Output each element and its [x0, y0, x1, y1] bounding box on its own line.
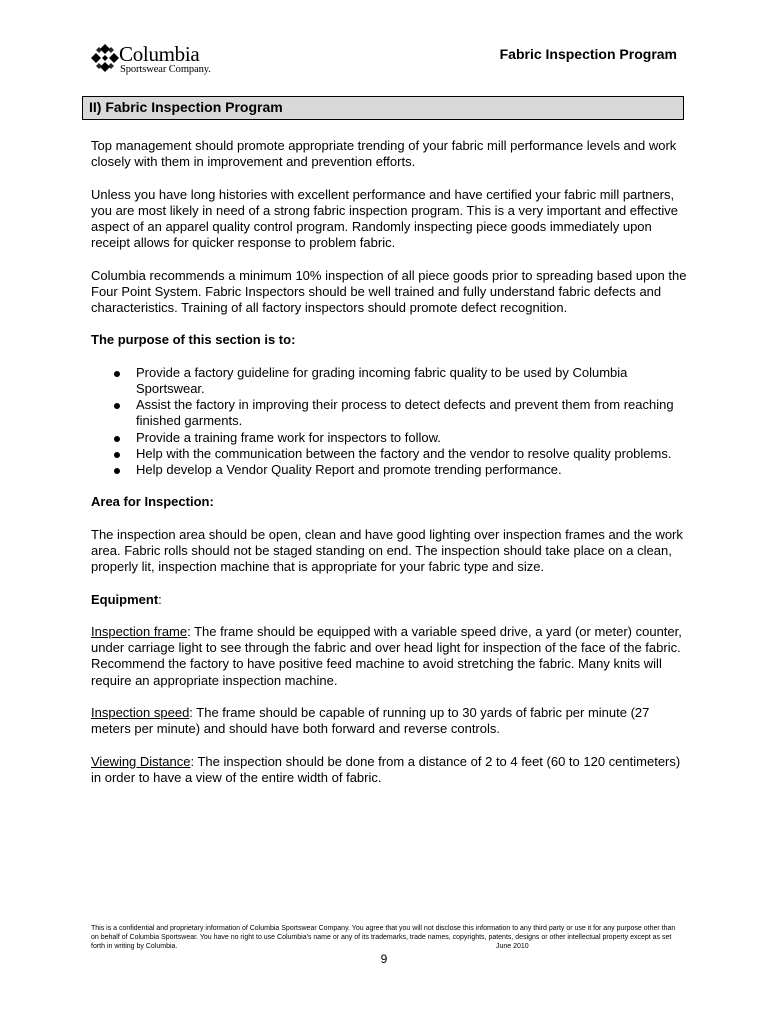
bullet-icon — [114, 468, 120, 474]
logo-wordmark: Columbia — [119, 42, 200, 66]
list-item: Provide a training frame work for inspectors to follow. — [91, 430, 691, 446]
list-item: Help develop a Vendor Quality Report and promote trending performance. — [91, 462, 691, 478]
equipment-heading: Equipment: — [91, 591, 162, 607]
purpose-list — [91, 365, 691, 478]
bullet-icon — [114, 452, 120, 458]
columbia-logo — [91, 43, 221, 79]
area-heading: Area for Inspection: — [91, 494, 214, 510]
area-paragraph: The inspection area should be open, clean and have good lighting over inspection frames and the work area. Fabric rolls should not be staged standing on end. The inspection should take place on a clean, properly lit, inspection machine that is appropriate for your fabric type and size. — [91, 526, 683, 575]
inspection-speed-label: Inspection speed — [91, 704, 190, 720]
inspection-speed-paragraph: Inspection speed: The frame should be capable of running up to 30 yards of fabric per minute (27 meters per minute) and should have both forward and reverse controls. — [91, 704, 650, 737]
document-title: Fabric Inspection Program — [499, 46, 677, 62]
document-body — [91, 138, 691, 802]
list-item: Provide a factory guideline for grading incoming fabric quality to be used by Columbia Sportswear. — [91, 365, 691, 397]
bullet-icon — [114, 436, 120, 442]
page-number: 9 — [380, 952, 388, 966]
diamond-logo-icon — [91, 43, 119, 73]
viewing-distance-label: Viewing Distance — [91, 753, 191, 769]
bullet-icon — [114, 371, 120, 377]
paragraph-recommendation: Columbia recommends a minimum 10% inspection of all piece goods prior to spreading based upon the Four Point System. Fabric Inspectors should be well trained and fully understand fabric defects and characteristics. Training of all factory inspectors should promote defect recognition. — [91, 267, 687, 315]
viewing-distance-paragraph: Viewing Distance: The inspection should be done from a distance of 2 to 4 feet (60 to 120 centimeters) in order to have a view of the entire width of fabric. — [91, 753, 681, 785]
section-title-bar — [82, 96, 684, 120]
list-item: Help with the communication between the factory and the vendor to resolve quality problems. — [91, 446, 691, 462]
footer-date: June 2010 — [496, 943, 529, 950]
paragraph-management: Top management should promote appropriate trending of your fabric mill performance levels and work closely with them in improvement and prevention efforts. — [91, 138, 677, 170]
footer — [91, 924, 681, 951]
logo-subtitle: Sportswear Company. — [120, 64, 211, 75]
inspection-frame-label: Inspection frame — [91, 623, 188, 639]
list-item: Assist the factory in improving their process to detect defects and prevent them from reaching finished garments. — [91, 397, 691, 429]
inspection-frame-paragraph: Inspection frame: The frame should be equipped with a variable speed drive, a yard (or meter) counter, under carriage light to see through the fabric and over head light for inspection of the face of the fabric. Recommend the factory to have positive feed machine to avoid stretching the fabric. Many knits will require an appropriate inspection machine. — [91, 623, 682, 688]
confidentiality-notice: This is a confidential and proprietary information of Columbia Sportswear Company. You agree that you will not disclose this information to any third party or use it for any purpose other than on behalf of Columbia Sportswear. You have no right to use Columbia's name or any of its trademarks, trade names, copyrights, patents, designs or other intellectual property except as set forth in writing by Columbia. — [91, 925, 676, 950]
paragraph-history: Unless you have long histories with excellent performance and have certified your fabric mill partners, you are most likely in need of a strong fabric inspection program. This is a very important and effective aspect of an apparel quality control program. Randomly inspecting piece goods immediately upon receipt allows for quicker response to problem fabric. — [91, 186, 678, 251]
purpose-heading: The purpose of this section is to: — [91, 332, 296, 348]
bullet-icon — [114, 403, 120, 409]
section-title: II) Fabric Inspection Program — [89, 99, 283, 115]
